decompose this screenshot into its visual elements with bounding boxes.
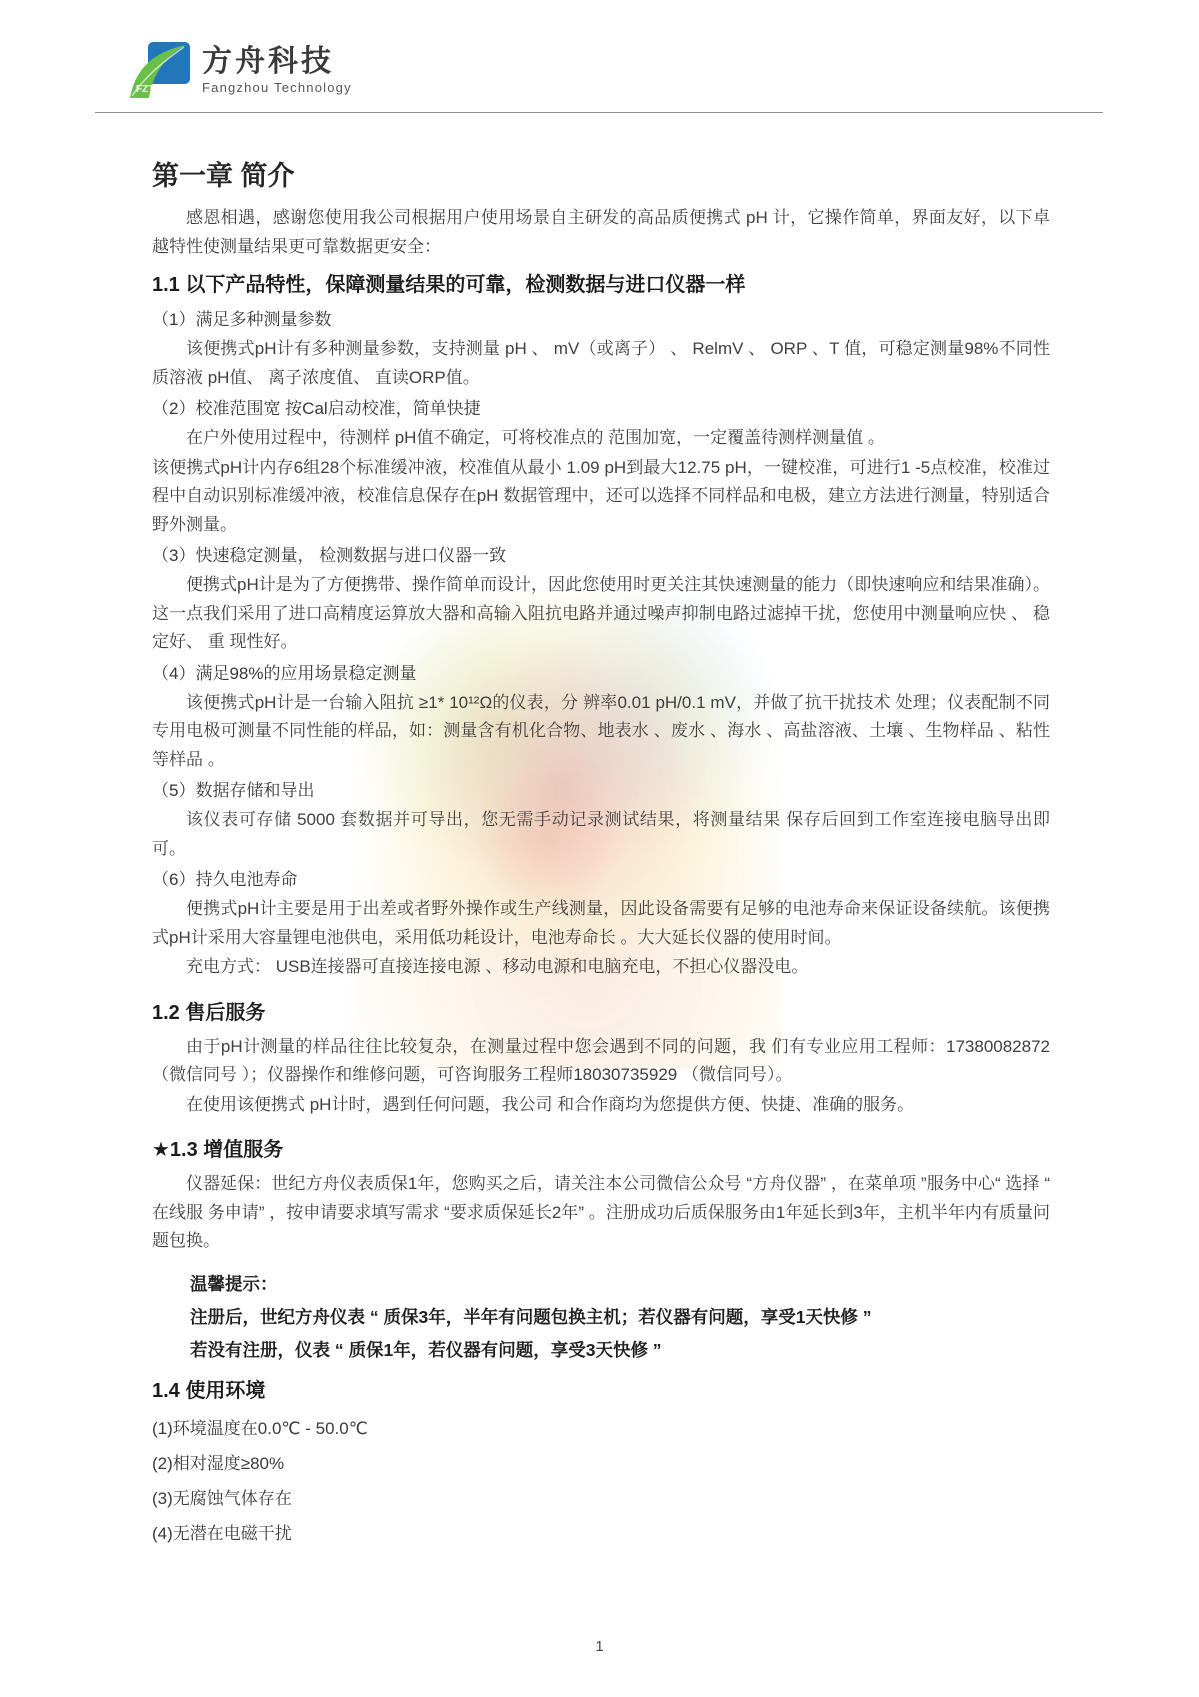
document-body [152, 158, 1050, 1551]
chapter-title: 第一章 简介 [152, 161, 295, 191]
feature-5-body: 该仪表可存储 5000 套数据并可导出，您无需手动记录测试结果，将测量结果 保存后回到工作室连接电脑导出即可。 [152, 810, 1050, 858]
brand-name-en: Fangzhou Technology [202, 79, 352, 95]
warm-tips-heading: 温馨提示： [190, 1273, 278, 1294]
after-sales-paragraph-1: 由于pH计测量的样品往往比较复杂，在测量过程中您会遇到不同的问题，我 们有专业应用工程师：17380082872（微信同号 ）；仪器操作和维修问题，可咨询服务工程师18030735929 （微信同号）。 [152, 1036, 1050, 1084]
page-footer [0, 1638, 1199, 1655]
value-added-paragraph: 仪器延保：世纪方舟仪表质保1年，您购买之后，请关注本公司微信公众号 “方舟仪器” ，在菜单项 ”服务中心“ 选择 “ 在线服 务申请” ，按申请要求填写需求 “要求质保延长2年” 。注册成功后质保服务由1年延长到3年，主机半年内有质量问题包换。 [152, 1174, 1050, 1250]
brand-text [202, 46, 352, 95]
feature-1-heading: （1）满足多种测量参数 [152, 310, 332, 329]
feature-3-body: 便携式pH计是为了方便携带、操作简单而设计，因此您使用时更关注其快速测量的能力（即快速响应和结果准确）。这一点我们采用了进口高精度运算放大器和高输入阻抗电路并通过噪声抑制电路过滤掉干扰，您使用中测量响应快 、 稳定好、 重 现性好。 [152, 575, 1050, 651]
warm-tips-line-2: 若没有注册，仪表 “ 质保1年，若仪器有问题，享受3天快修 ” [190, 1339, 662, 1360]
environment-item-2: (2)相对湿度≥80% [152, 1453, 285, 1473]
environment-item-4: (4)无潜在电磁干扰 [152, 1523, 292, 1543]
feature-2-body-2: 该便携式pH计内存6组28个标准缓冲液，校准值从最小 1.09 pH到最大12.75 pH，一键校准，可进行1 -5点校准，校准过程中自动识别标准缓冲液，校准信息保存在pH 数据管理中，还可以选择不同样品和电极，建立方法进行测量，特别适合野外测量。 [152, 457, 1050, 534]
warm-tips-block [190, 1268, 1050, 1367]
page-number: 1 [595, 1638, 604, 1655]
intro-paragraph: 感恩相遇，感谢您使用我公司根据用户使用场景自主研发的高品质便携式 pH 计，它操作简单，界面友好，以下卓越特性使测量结果更可靠数据更安全： [152, 208, 1050, 256]
feature-4-body: 该便携式pH计是一台输入阻抗 ≥1* 10¹²Ω的仪表，分 辨率0.01 pH/0.1 mV，并做了抗干扰技术 处理；仪表配制不同专用电极可测量不同性能的样品，如：测量含有机化合物、地表水 、废水 、海水 、高盐溶液、土壤 、生物样品 、粘性等样品 。 [152, 692, 1050, 769]
logo-fzt-text: FZT [136, 84, 155, 95]
section-1-1-title: 1.1 以下产品特性，保障测量结果的可靠，检测数据与进口仪器一样 [152, 274, 746, 296]
header [128, 40, 352, 100]
warm-tips-line-1: 注册后，世纪方舟仪表 “ 质保3年，半年有问题包换主机；若仪器有问题，享受1天快修 ” [190, 1306, 872, 1327]
feature-6-body-1: 便携式pH计主要是用于出差或者野外操作或生产线测量，因此设备需要有足够的电池寿命来保证设备续航。该便携式pH计采用大容量锂电池供电，采用低功耗设计，电池寿命长 。大大延长仪器的使用时间。 [152, 899, 1050, 947]
section-1-4-title: 1.4 使用环境 [152, 1379, 266, 1402]
brand-name-cn: 方舟科技 [202, 44, 334, 78]
header-divider [95, 112, 1103, 113]
feature-6-body-2: 充电方式： USB连接器可直接连接电源 、移动电源和电脑充电，不担心仪器没电。 [186, 957, 809, 976]
feature-1-body: 该便携式pH计有多种测量参数，支持测量 pH 、 mV（或离子） 、 RelmV 、 ORP 、T 值，可稳定测量98%不同性质溶液 pH值、 离子浓度值、 直读ORP值。 [152, 339, 1050, 387]
environment-item-3: (3)无腐蚀气体存在 [152, 1488, 292, 1508]
feature-5-heading: （5）数据存储和导出 [152, 781, 315, 800]
fangzhou-logo-icon [128, 40, 192, 100]
after-sales-paragraph-2: 在使用该便携式 pH计时，遇到任何问题，我公司 和合作商均为您提供方便、快捷、准确的服务。 [186, 1094, 915, 1114]
feature-2-body-1: 在户外使用过程中，待测样 pH值不确定，可将校准点的 范围加宽，一定覆盖待测样测量值 。 [186, 428, 885, 447]
feature-2-heading: （2）校准范围宽 按Cal启动校准，简单快捷 [152, 399, 481, 418]
feature-3-heading: （3）快速稳定测量， 检测数据与进口仪器一致 [152, 546, 507, 565]
feature-6-heading: （6）持久电池寿命 [152, 870, 298, 889]
feature-4-heading: （4）满足98%的应用场景稳定测量 [152, 663, 417, 683]
section-1-3-title: ★1.3 增值服务 [152, 1139, 284, 1161]
environment-list [152, 1411, 1050, 1551]
section-1-2-title: 1.2 售后服务 [152, 1001, 266, 1024]
environment-item-1: (1)环境温度在0.0℃ - 50.0℃ [152, 1418, 368, 1438]
